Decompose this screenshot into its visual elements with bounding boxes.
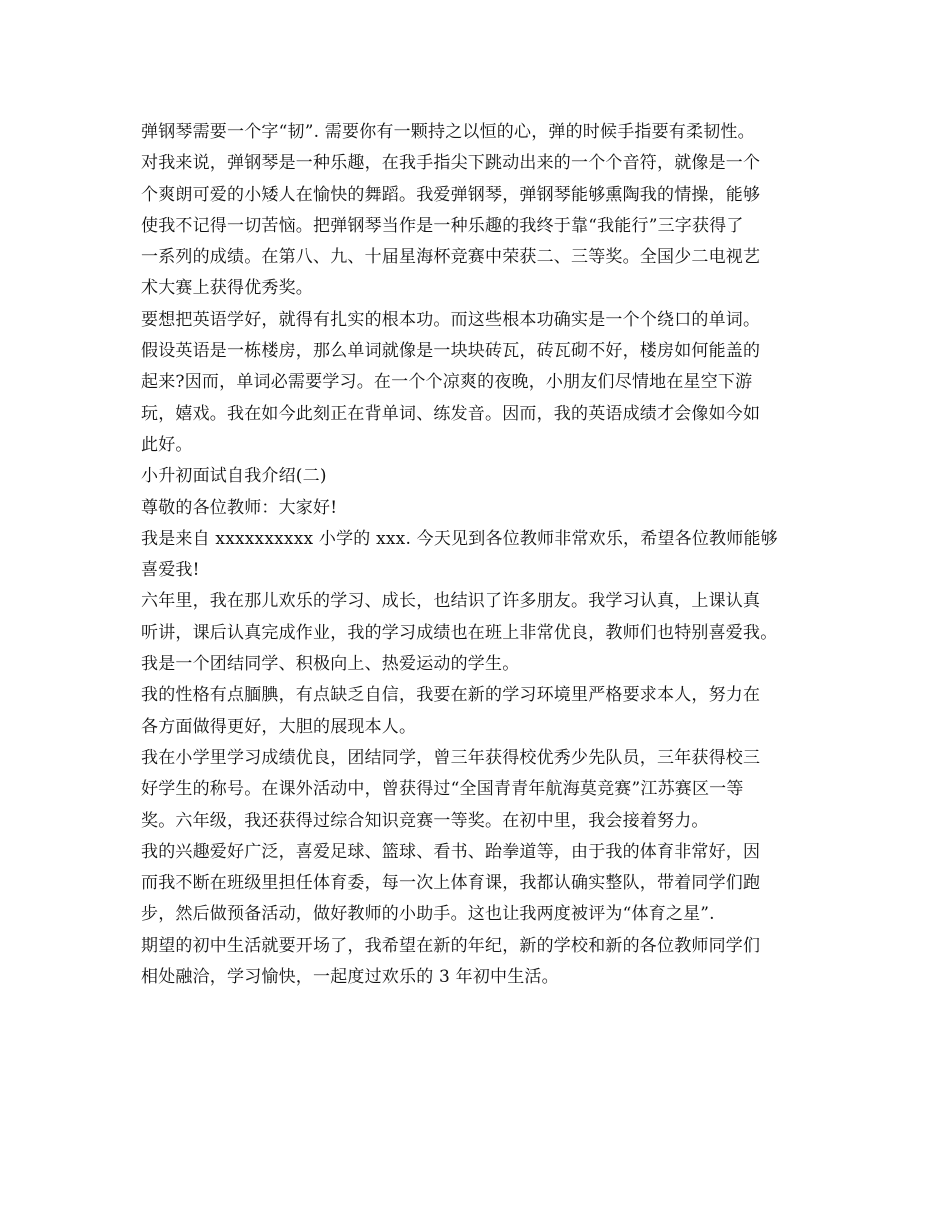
text-line: 各方面做得更好，大胆的展现本人。 — [141, 716, 417, 737]
text-line: 期望的初中生活就要开场了，我希望在新的年纪，新的学校和新的各位教师同学们 — [141, 935, 761, 956]
text-line: 我是一个团结同学、积极向上、热爱运动的学生。 — [141, 654, 520, 675]
text-line: 此好。 — [141, 434, 193, 455]
text-line: 好学生的称号。在课外活动中，曾获得过“全国青青年航海莫竞赛”江苏赛区一等 — [141, 779, 744, 800]
text-line: 步，然后做预备活动，做好教师的小助手。这也让我两度被评为“体育之星”. — [141, 904, 715, 925]
text-line: 我在小学里学习成绩优良，团结同学，曾三年获得校优秀少先队员，三年获得校三 — [141, 747, 761, 768]
text-line: 我的性格有点腼腆，有点缺乏自信，我要在新的学习环境里严格要求本人，努力在 — [141, 685, 761, 706]
text-line: 术大赛上获得优秀奖。 — [141, 278, 313, 299]
text-line: 喜爱我! — [141, 560, 200, 581]
section-heading: 小升初面试自我介绍(二) — [141, 466, 327, 487]
text-line: 听讲，课后认真完成作业，我的学习成绩也在班上非常优良，教师们也特别喜爱我。 — [141, 622, 778, 643]
text-line: 奖。六年级，我还获得过综合知识竞赛一等奖。在初中里，我会接着努力。 — [141, 810, 709, 831]
document-body — [141, 117, 841, 993]
text-line: 使我不记得一切苦恼。把弹钢琴当作是一种乐趣的我终于靠“我能行”三字获得了 — [141, 215, 744, 236]
text-line: 六年里，我在那儿欢乐的学习、成长，也结识了许多朋友。我学习认真，上课认真 — [141, 591, 761, 612]
text-line: 我是来自 xxxxxxxxxx 小学的 xxx. 今天见到各位教师非常欢乐，希望各位教师能够 — [141, 528, 778, 549]
text-line: 而我不断在班级里担任体育委，每一次上体育课，我都认确实整队，带着同学们跑 — [141, 873, 761, 894]
text-line: 个爽朗可爱的小矮人在愉快的舞蹈。我爱弹钢琴，弹钢琴能够熏陶我的情操，能够 — [141, 184, 761, 205]
greeting-line: 尊敬的各位教师：大家好! — [141, 497, 338, 518]
text-line: 要想把英语学好，就得有扎实的根本功。而这些根本功确实是一个个绕口的单词。 — [141, 309, 761, 330]
text-line: 假设英语是一栋楼房，那么单词就像是一块块砖瓦，砖瓦砌不好，楼房如何能盖的 — [141, 341, 761, 362]
text-line: 弹钢琴需要一个字“韧”. 需要你有一颗持之以恒的心，弹的时候手指要有柔韧性。 — [141, 122, 755, 142]
text-line: 一系列的成绩。在第八、九、十届星海杯竞赛中荣获二、三等奖。全国少二电视艺 — [141, 247, 761, 268]
text-line: 玩，嬉戏。我在如今此刻正在背单词、练发音。因而，我的英语成绩才会像如今如 — [141, 403, 761, 424]
text-line: 我的兴趣爱好广泛，喜爱足球、篮球、看书、跆拳道等，由于我的体育非常好，因 — [141, 841, 761, 862]
text-line: 起来?因而，单词必需要学习。在一个个凉爽的夜晚，小朋友们尽情地在星空下游 — [141, 372, 753, 393]
text-line: 相处融洽，学习愉快，一起度过欢乐的 3 年初中生活。 — [141, 967, 559, 988]
text-line: 对我来说，弹钢琴是一种乐趣，在我手指尖下跳动出来的一个个音符，就像是一个 — [141, 153, 761, 174]
